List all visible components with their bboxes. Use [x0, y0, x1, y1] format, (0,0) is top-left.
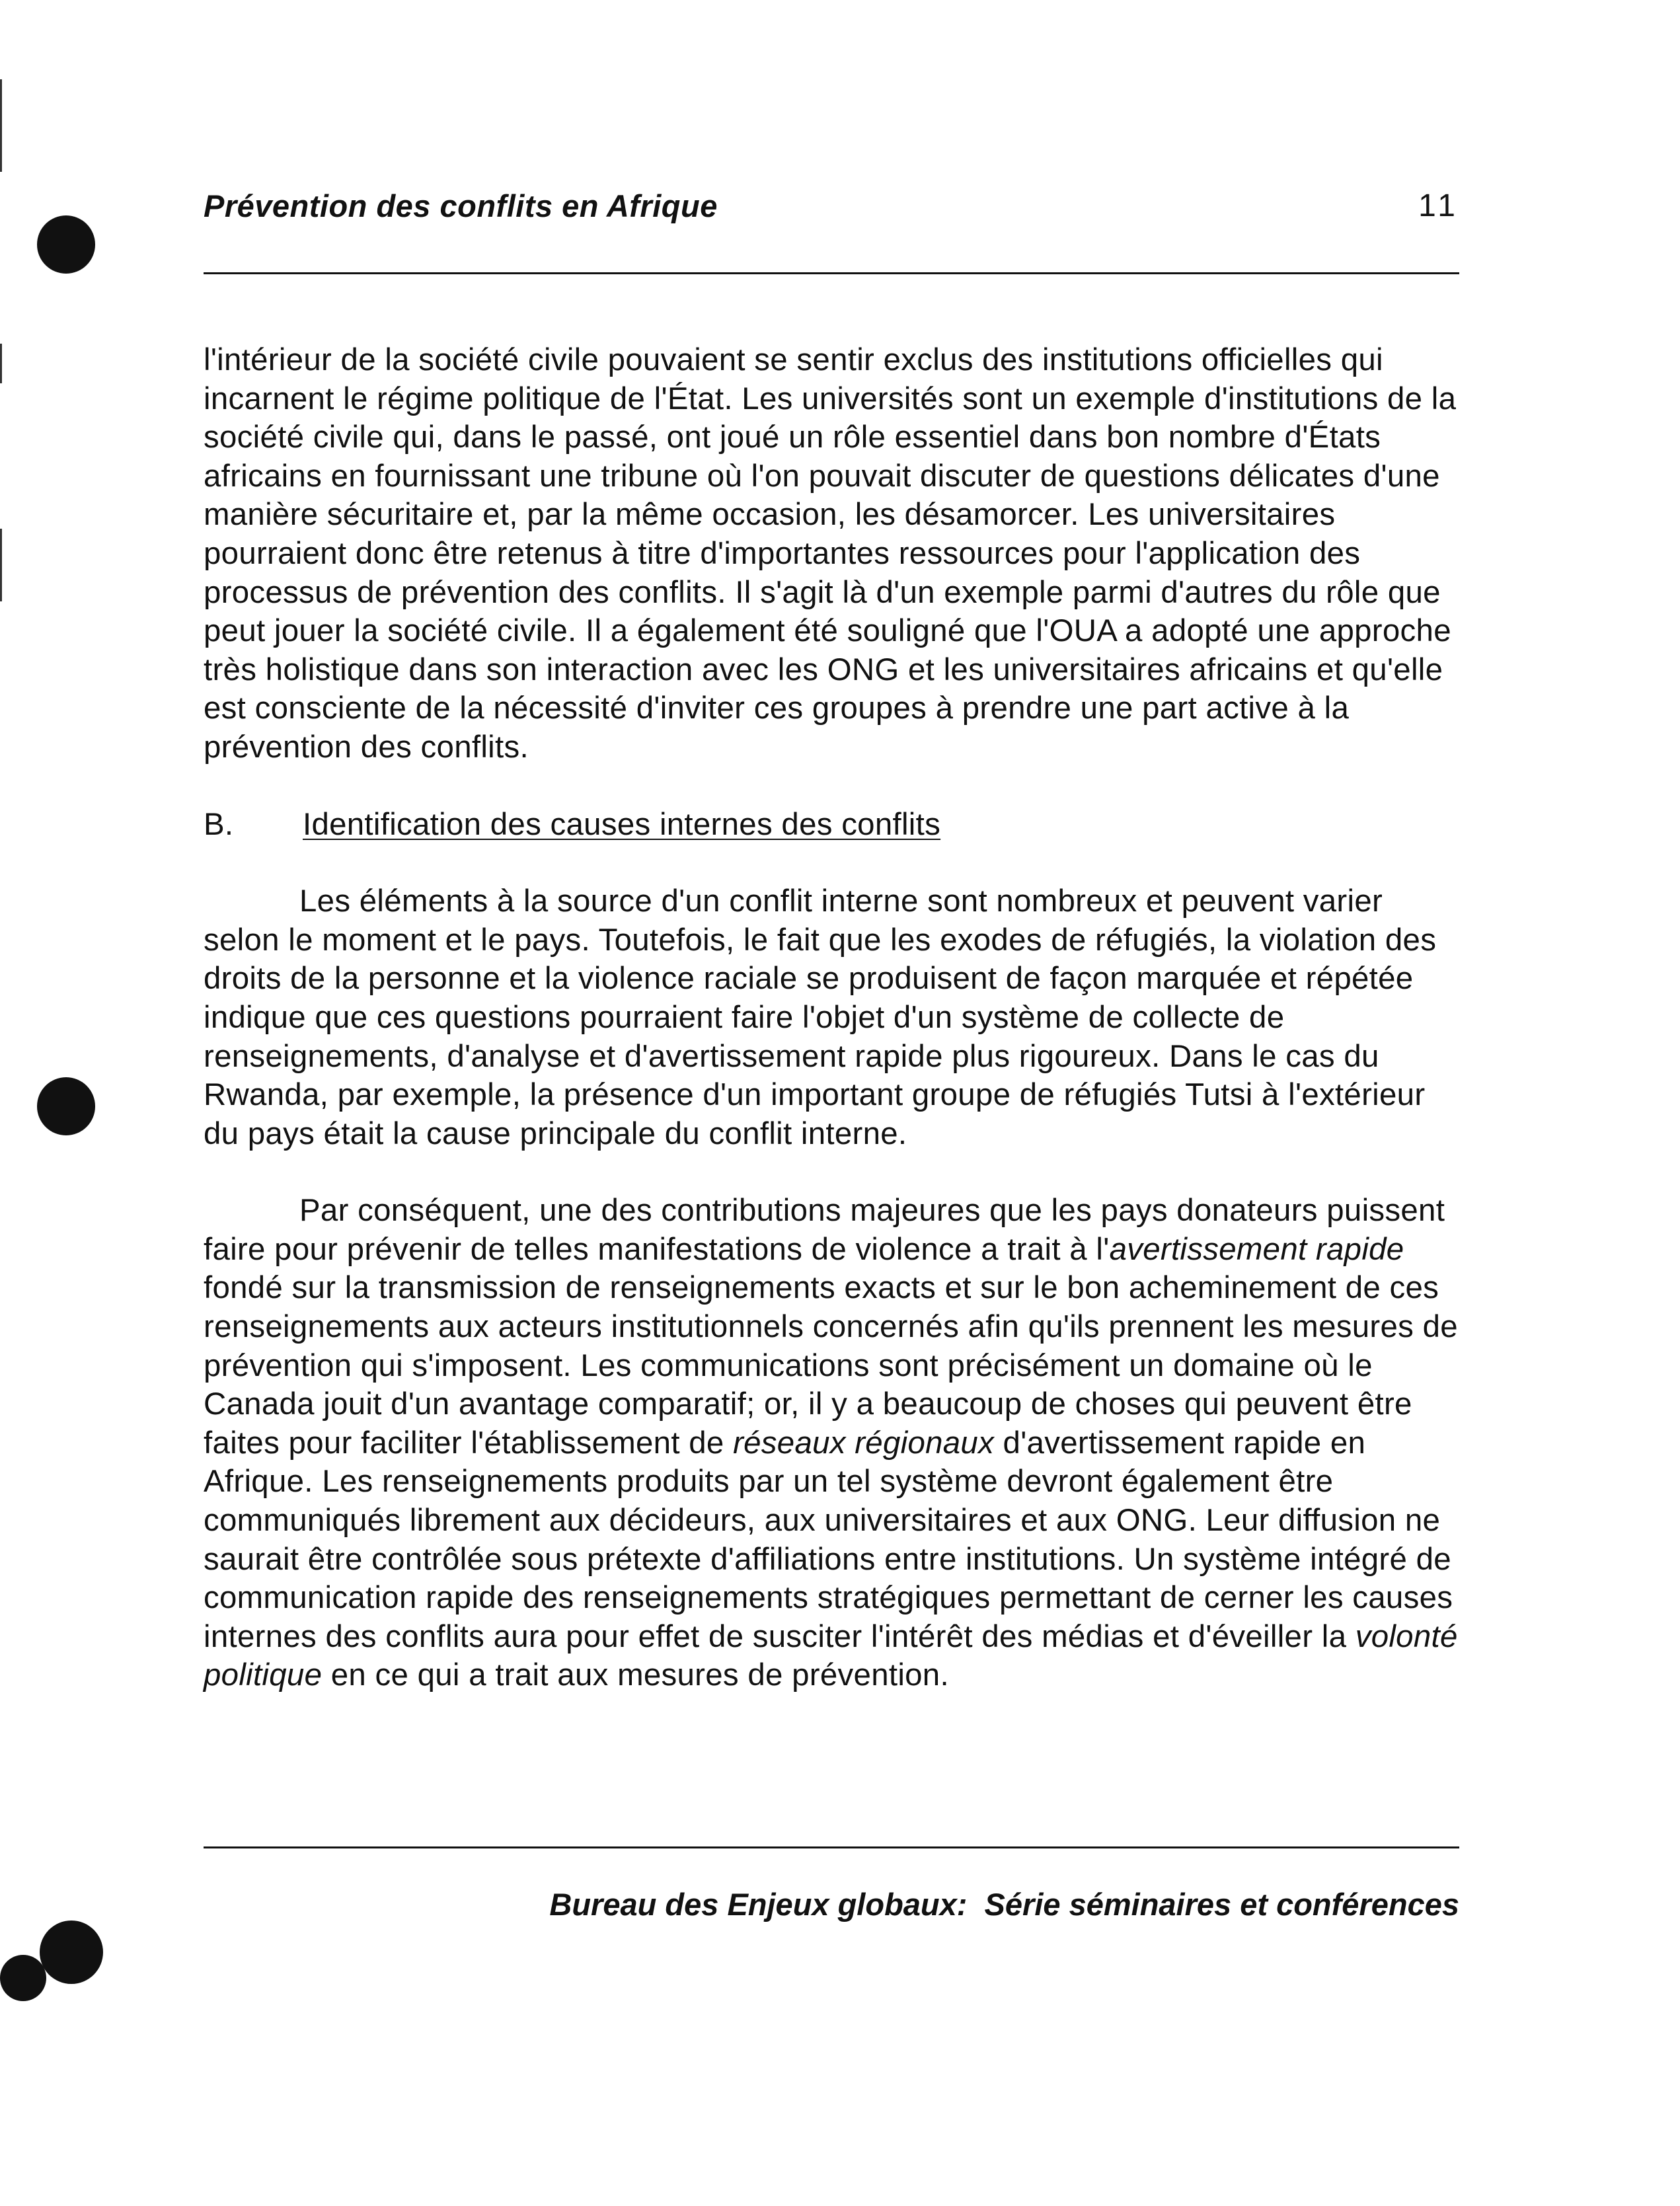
- binder-hole: [37, 215, 95, 274]
- emphasis-avertissement-rapide: avertissement rapide: [1109, 1231, 1404, 1267]
- body-text: [204, 341, 1463, 1695]
- running-header: [204, 188, 1459, 234]
- binder-hole: [40, 1921, 103, 1984]
- section-heading: [204, 806, 1463, 845]
- emphasis-volonte-politique: volonté politique: [204, 1618, 1458, 1693]
- binder-hole: [37, 1077, 95, 1135]
- paragraph-3-text: en ce qui a trait aux mesures de prévention.: [322, 1657, 949, 1693]
- section-title: Identification des causes internes des conflits: [303, 806, 941, 842]
- paragraph-3-text: fondé sur la transmission de renseignements exacts et sur le bon acheminement de ces renseignements aux acteurs institutionnels concernés afin qu'ils prennent les mesures de prévention qui s'imposent. Les communications sont précisément un domaine où le Canada jouit d'un avantage comparatif; or, il y a beaucoup de choses qui peuvent être faites pour faciliter l'établissement de: [204, 1270, 1458, 1461]
- binder-hole-notch: [0, 1955, 46, 2001]
- paragraph-3: [204, 1192, 1463, 1695]
- paragraph-3-text: d'avertissement rapide en Afrique. Les renseignements produits par un tel système devront également être communiqués librement aux décideurs, aux universitaires et aux ONG. Leur diffusion ne saurait être contrôlée sous prétexte d'affiliations entre institutions. Un système intégré de communication rapide des renseignements stratégiques permettant de cerner les causes internes des conflits aura pour effet de susciter l'intérêt des médias et d'éveiller la: [204, 1425, 1453, 1654]
- paragraph-1: l'intérieur de la société civile pouvaient se sentir exclus des institutions officielles qui incarnent le régime politique de l'État. Les universités sont un exemple d'institutions de la société civile qui, dans le passé, ont joué un rôle essentiel dans bon nombre d'États africains en fournissant une tribune où l'on pouvait discuter de questions délicates d'une manière sécuritaire et, par la même occasion, les désamorcer. Les universitaires pourraient donc être retenus à titre d'importantes ressources pour l'application des processus de prévention des conflits. Il s'agit là d'un exemple parmi d'autres du rôle que peut jouer la société civile. Il a également été souligné que l'OUA a adopté une approche très holistique dans son interaction avec les ONG et les universitaires africains et qu'elle est consciente de la nécessité d'inviter ces groupes à prendre une part active à la prévention des conflits.: [204, 342, 1457, 765]
- emphasis-reseaux-regionaux: réseaux régionaux: [733, 1425, 995, 1461]
- section-letter: B.: [204, 806, 234, 842]
- paragraph-3-text: Par conséquent, une des contributions majeures que les pays donateurs puissent faire pour prévenir de telles manifestations de violence a trait à l': [204, 1193, 1445, 1267]
- header-rule: [204, 272, 1459, 274]
- scan-edge-mark: [0, 529, 2, 601]
- header-title: Prévention des conflits en Afrique: [204, 188, 718, 223]
- paragraph-2: Les éléments à la source d'un conflit interne sont nombreux et peuvent varier selon le moment et le pays. Toutefois, le fait que les exodes de réfugiés, la violation des droits de la personne et la violence raciale se produisent de façon marquée et répétée indique que ces questions pourraient faire l'objet d'un système de collecte de renseignements, d'analyse et d'avertissement rapide plus rigoureux. Dans le cas du Rwanda, par exemple, la présence d'un important groupe de réfugiés Tutsi à l'extérieur du pays était la cause principale du conflit interne.: [204, 884, 1437, 1151]
- footer-rule: [204, 1846, 1459, 1848]
- running-footer: Bureau des Enjeux globaux: Série séminaires et conférences: [549, 1887, 1459, 1922]
- page-number: 11: [1418, 188, 1459, 223]
- scan-edge-mark: [0, 344, 2, 383]
- scan-edge-mark: [0, 79, 2, 172]
